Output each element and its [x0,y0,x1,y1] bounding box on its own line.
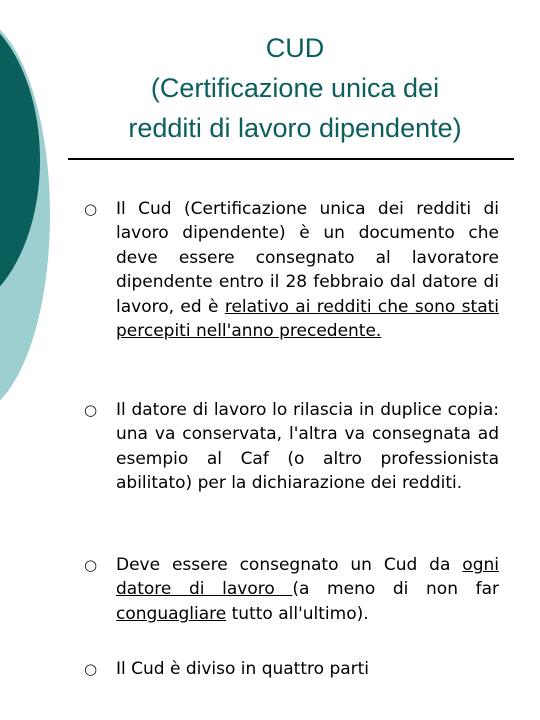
slide-title-line-3: redditi di lavoro dipendente) [128,113,462,143]
slide-title-line-2: (Certificazione unica dei [150,73,440,103]
bullet-item-2 [84,398,504,496]
bullet-text [116,197,499,343]
bullet-item-3 [84,553,504,626]
bullet-text-middle: (a meno di non far [292,579,499,600]
bullet-text [116,553,499,626]
bullet-item-4 [84,657,504,681]
bullet-text-underlined: relativo ai redditi che sono stati percepiti nell'anno precedente. [116,296,499,342]
slide-title-line-1: CUD [265,33,325,63]
bullet-item-1 [84,197,504,343]
bullet-text-start: Deve essere consegnato un Cud da [116,555,463,575]
bullet-circle-icon: ○ [84,660,98,678]
bullet-circle-icon: ○ [84,556,98,574]
bullet-text-plain: Il Cud (Certificazione unica dei redditi di lavoro dipendente) è un documento che deve essere consegnato al lavoratore dipendente entro il 28 febbraio dal datore di lavoro, ed è [116,199,499,317]
bullet-circle-icon: ○ [84,200,98,218]
bullet-text-underlined-2: conguagliare [116,603,227,624]
slide-title [60,28,530,148]
bullet-text: Il datore di lavoro lo rilascia in duplice copia: una va conservata, l'altra va consegnata ad esempio al Caf (o altro professionista abilitato) per la dichiarazione dei redditi. [116,400,499,494]
bullet-circle-icon: ○ [84,401,98,419]
title-divider [68,158,514,160]
bullet-text-underlined-1: ogni datore di lavoro [116,555,499,600]
bullet-text: Il Cud è diviso in quattro parti [116,659,370,679]
bullet-text-end: tutto all'ultimo). [226,603,369,624]
